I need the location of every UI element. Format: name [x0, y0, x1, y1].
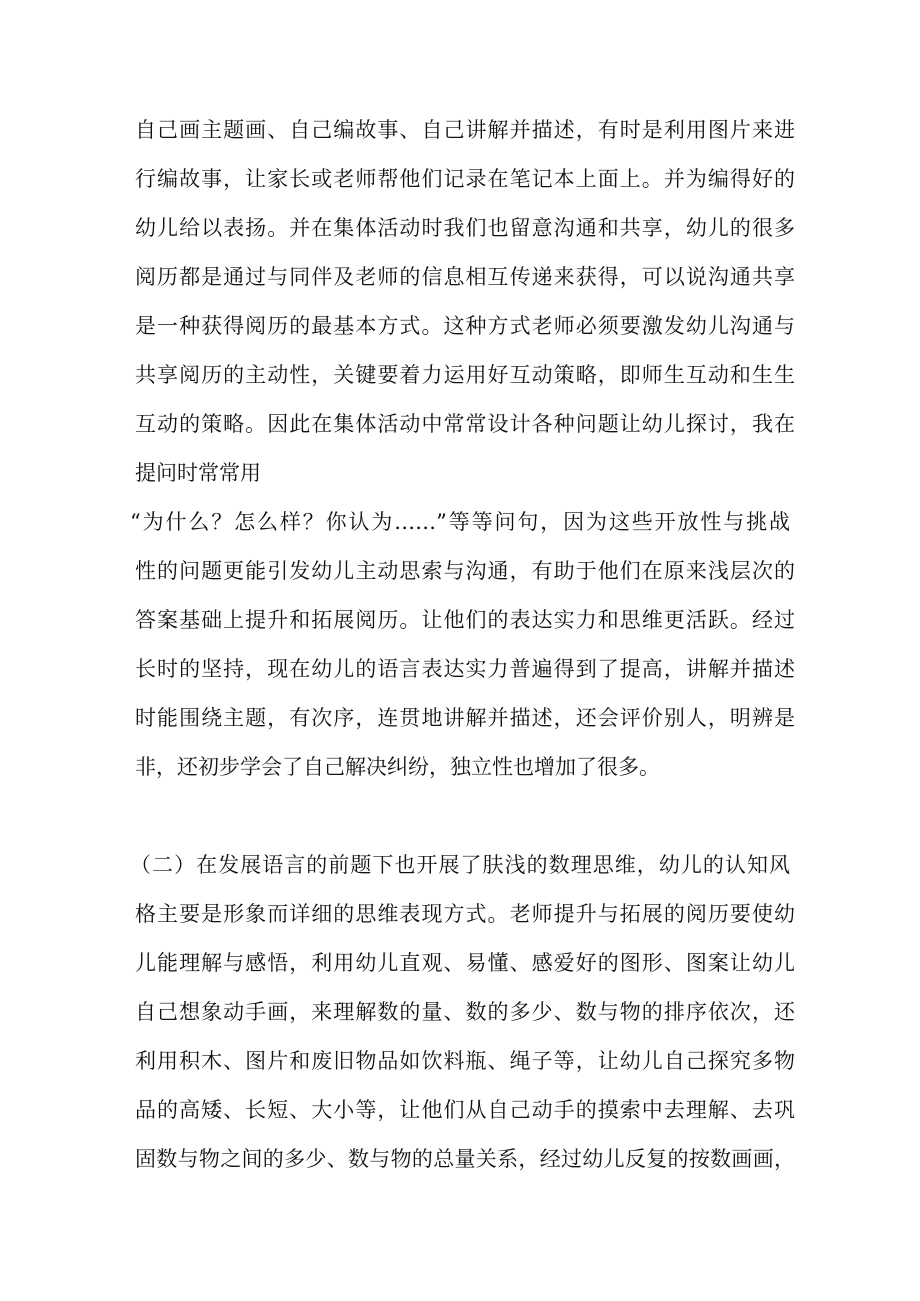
- paragraph1-line-8: 提问时常常用: [135, 461, 261, 485]
- paragraph1-line-3: 幼儿给以表扬。并在集体活动时我们也留意沟通和共享，幼儿的很多: [135, 216, 795, 240]
- paragraph3-line-2: 格主要是形象而详细的思维表现方式。老师提升与拓展的阅历要使幼: [135, 902, 795, 926]
- paragraph3-line-5: 利用积木、图片和废旧物品如饮料瓶、绳子等，让幼儿自己探究多物: [135, 1049, 795, 1073]
- paragraph1-line-2: 行编故事，让家长或老师帮他们记录在笔记本上面上。并为编得好的: [135, 167, 795, 191]
- paragraph3-line-4: 自己想象动手画，来理解数的量、数的多少、数与物的排序依次，还: [135, 1000, 795, 1024]
- paragraph1-line-4: 阅历都是通过与同伴及老师的信息相互传递来获得，可以说沟通共享: [135, 265, 795, 289]
- paragraph1-line-6: 共享阅历的主动性，关键要着力运用好互动策略，即师生互动和生生: [135, 363, 795, 387]
- paragraph2-line-6: 非，还初步学会了自己解决纠纷，独立性也增加了很多。: [135, 755, 660, 779]
- paragraph2-line-1: “为什么？怎么样？你认为……”等等问句，因为这些开放性与挑战: [130, 510, 790, 534]
- paragraph3-line-6: 品的高矮、长短、大小等，让他们从自己动手的摸索中去理解、去巩: [135, 1098, 795, 1122]
- paragraph3-line-3: 儿能理解与感悟，利用幼儿直观、易懂、感爱好的图形、图案让幼儿: [135, 951, 795, 975]
- paragraph2-line-3: 答案基础上提升和拓展阅历。让他们的表达实力和思维更活跃。经过: [135, 608, 795, 632]
- paragraph1-line-7: 互动的策略。因此在集体活动中常常设计各种问题让幼儿探讨，我在: [135, 412, 795, 436]
- paragraph1-line-1: 自己画主题画、自己编故事、自己讲解并描述，有时是利用图片来进: [135, 118, 795, 142]
- paragraph2-line-2: 性的问题更能引发幼儿主动思索与沟通，有助于他们在原来浅层次的: [135, 559, 795, 583]
- paragraph3-line-1: （二）在发展语言的前题下也开展了肤浅的数理思维，幼儿的认知风: [130, 853, 790, 877]
- paragraph2-line-4: 长时的坚持，现在幼儿的语言表达实力普遍得到了提高，讲解并描述: [135, 657, 795, 681]
- paragraph1-line-5: 是一种获得阅历的最基本方式。这种方式老师必须要激发幼儿沟通与: [135, 314, 795, 338]
- paragraph3-line-7: 固数与物之间的多少、数与物的总量关系，经过幼儿反复的按数画画，: [135, 1147, 795, 1171]
- paragraph2-line-5: 时能围绕主题，有次序，连贯地讲解并描述，还会评价别人，明辨是: [135, 706, 795, 730]
